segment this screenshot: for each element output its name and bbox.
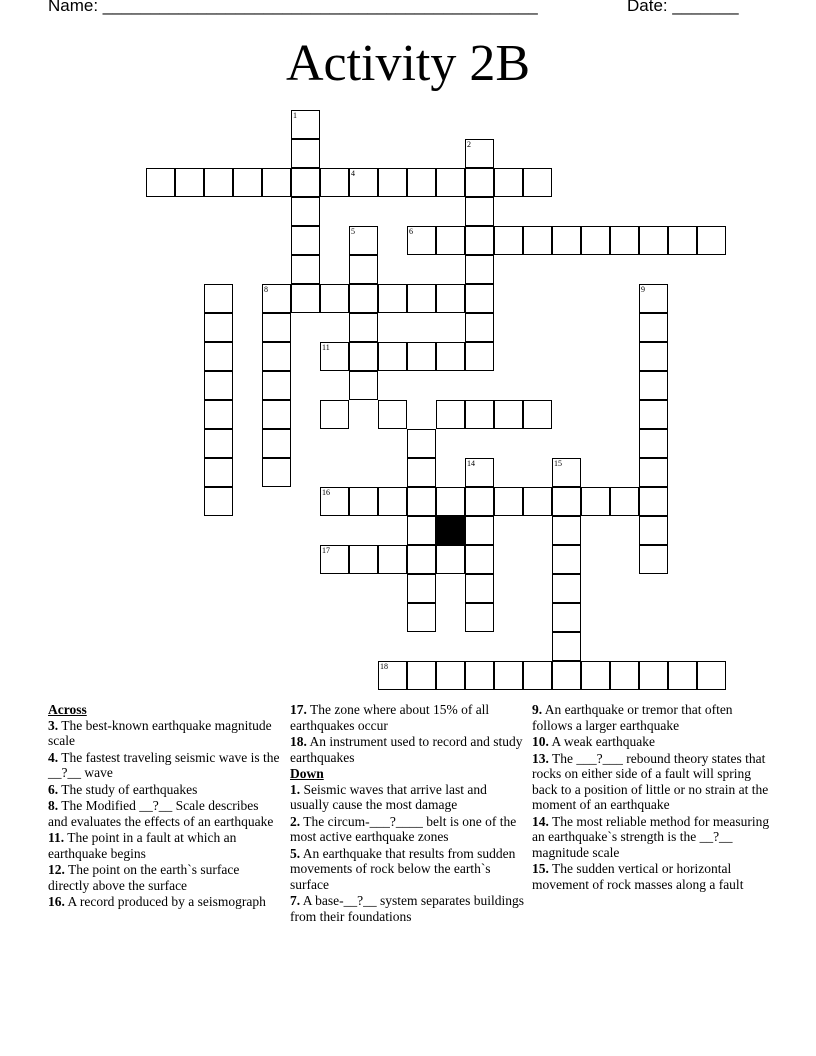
clue-number: 15. [532,861,549,876]
crossword-cell[interactable] [610,487,639,516]
crossword-cell[interactable] [639,429,668,458]
crossword-cell[interactable] [436,545,465,574]
down-clue-list [290,782,526,925]
crossword-cell[interactable] [320,168,349,197]
crossword-cell[interactable] [407,342,436,371]
crossword-cell[interactable] [407,487,436,516]
crossword-cell[interactable] [494,487,523,516]
crossword-cell[interactable] [552,603,581,632]
crossword-cell[interactable] [407,661,436,690]
clue-number: 14. [532,813,549,829]
clues-column-2 [290,702,526,925]
clue-number: 15 [554,459,562,468]
clue-text: An instrument used to record and study earthquakes [290,734,523,765]
clue-number: 11 [322,343,330,352]
crossword-cell[interactable] [639,661,668,690]
clue-item [532,751,772,813]
date-line: Date: _______ [627,0,739,15]
clue-text: The fastest traveling seismic wave is the __?__ wave [48,749,280,780]
crossword-cell[interactable] [204,429,233,458]
clue-item [290,782,526,813]
clue-number: 16 [322,488,330,497]
crossword-cell[interactable] [407,545,436,574]
clue-number: 2 [467,140,471,149]
clue-text: The circum-___?____ belt is one of the most active earthquake zones [290,813,517,844]
clue-text: The best-known earthquake magnitude scale [48,717,272,748]
crossword-cell[interactable] [465,458,494,487]
crossword-cell[interactable] [378,487,407,516]
clue-number: 18 [380,662,388,671]
crossword-cell[interactable] [639,458,668,487]
crossword-cell[interactable] [378,284,407,313]
crossword-cell[interactable] [494,400,523,429]
crossword-cell[interactable] [465,516,494,545]
crossword-cell[interactable] [291,168,320,197]
clue-number: 1. [290,781,301,797]
clue-number: 8 [264,285,268,294]
crossword-cell[interactable] [262,429,291,458]
crossword-cell[interactable] [523,487,552,516]
crossword-cell[interactable] [233,168,262,197]
clue-number: 5. [290,845,301,861]
clue-number: 5 [351,227,355,236]
crossword-cell[interactable] [465,661,494,690]
clue-item [532,814,772,861]
crossword-cell[interactable] [465,487,494,516]
crossword-cell[interactable] [407,226,436,255]
clue-text: The Modified __?__ Scale describes and evaluates the effects of an earthquake [48,798,274,829]
crossword-cell[interactable] [610,661,639,690]
clue-number: 6. [48,781,59,797]
crossword-cell[interactable] [204,487,233,516]
crossword-cell[interactable] [436,487,465,516]
clue-number: 10. [532,734,549,749]
crossword-cell[interactable] [407,168,436,197]
crossword-cell[interactable] [204,342,233,371]
clue-number: 14 [467,459,475,468]
crossword-cell[interactable] [436,226,465,255]
crossword-cell[interactable] [465,284,494,313]
crossword-cell[interactable] [378,168,407,197]
crossword-cell[interactable] [320,545,349,574]
clue-number: 1 [293,111,297,120]
crossword-cell[interactable] [552,487,581,516]
crossword-cell[interactable] [465,313,494,342]
crossword-cell[interactable] [320,342,349,371]
clue-text: A weak earthquake [548,734,655,749]
crossword-cell[interactable] [436,284,465,313]
clue-item [290,846,526,893]
clue-number: 2. [290,813,301,829]
crossword-cell[interactable] [291,197,320,226]
crossword-cell[interactable] [523,661,552,690]
crossword-cell[interactable] [291,110,320,139]
crossword-cell[interactable] [204,458,233,487]
blocked-cell [436,516,465,545]
clue-text: A base-__?__ system separates buildings from their foundations [290,893,524,924]
crossword-cell[interactable] [494,661,523,690]
crossword-cell[interactable] [639,400,668,429]
clue-text: The most reliable method for measuring an earthquake`s strength is the __?__ magnitude scale [532,813,770,860]
crossword-cell[interactable] [407,603,436,632]
crossword-cell[interactable] [349,313,378,342]
crossword-cell[interactable] [639,284,668,313]
clue-text: The ___?___ rebound theory states that rocks on either side of a fault will spring back to a position of little or no strain at the moment of an earthquake [532,750,769,812]
crossword-cell[interactable] [465,255,494,284]
crossword-cell[interactable] [494,226,523,255]
crossword-cell[interactable] [349,226,378,255]
clue-item [48,894,280,910]
clue-text: The study of earthquakes [58,781,198,797]
crossword-cell[interactable] [639,545,668,574]
across-clue-list [48,718,280,910]
crossword-cell[interactable] [639,371,668,400]
clue-number: 18. [290,734,307,749]
clue-text: The point in a fault at which an earthquake begins [48,830,237,861]
clue-number: 4. [48,749,59,765]
crossword-cell[interactable] [465,197,494,226]
crossword-cell[interactable] [262,284,291,313]
clue-item [290,702,526,733]
crossword-cell[interactable] [407,429,436,458]
crossword-cell[interactable] [349,342,378,371]
crossword-cell[interactable] [407,458,436,487]
crossword-cell[interactable] [436,168,465,197]
clue-text: Seismic waves that arrive last and usually cause the most damage [290,781,487,812]
clue-number: 9. [532,702,543,717]
clue-item [290,893,526,924]
clue-text: The point on the earth`s surface directly above the surface [48,862,240,893]
crossword-cell[interactable] [436,342,465,371]
crossword-cell[interactable] [262,168,291,197]
crossword-cell[interactable] [204,313,233,342]
crossword-cell[interactable] [262,458,291,487]
crossword-cell[interactable] [291,284,320,313]
clue-text: A record produced by a seismograph [64,894,266,909]
crossword-cell[interactable] [639,516,668,545]
crossword-cell[interactable] [262,400,291,429]
crossword-cell[interactable] [320,284,349,313]
crossword-cell[interactable] [262,371,291,400]
crossword-cell[interactable] [465,545,494,574]
clue-item [48,782,280,798]
crossword-cell[interactable] [668,661,697,690]
crossword-cell[interactable] [204,168,233,197]
crossword-cell[interactable] [378,400,407,429]
crossword-cell[interactable] [204,284,233,313]
crossword-cell[interactable] [523,226,552,255]
crossword-cell[interactable] [349,487,378,516]
crossword-cell[interactable] [552,226,581,255]
clue-number: 16. [48,894,65,909]
clue-item [48,750,280,781]
clue-number: 9 [641,285,645,294]
clue-number: 8. [48,798,59,813]
crossword-cell[interactable] [465,226,494,255]
crossword-cell[interactable] [668,226,697,255]
crossword-cell[interactable] [697,226,726,255]
crossword-cell[interactable] [291,139,320,168]
clues-column-1 [48,702,280,911]
crossword-cell[interactable] [262,342,291,371]
crossword-cell[interactable] [552,516,581,545]
crossword-cell[interactable] [494,168,523,197]
crossword-cell[interactable] [291,255,320,284]
crossword-cell[interactable] [552,632,581,661]
crossword-cell[interactable] [320,400,349,429]
crossword-cell[interactable] [378,545,407,574]
crossword-cell[interactable] [349,371,378,400]
crossword-cell[interactable] [465,574,494,603]
clue-number: 11. [48,830,65,845]
clue-text: An earthquake that results from sudden movements of rock below the earth`s surface [290,845,516,892]
crossword-cell[interactable] [204,371,233,400]
crossword-cell[interactable] [407,516,436,545]
crossword-cell[interactable] [407,574,436,603]
clue-text: An earthquake or tremor that often follows a larger earthquake [532,702,733,733]
crossword-cell[interactable] [552,545,581,574]
page-title: Activity 2B [285,35,531,92]
crossword-cell[interactable] [639,226,668,255]
clue-item [290,814,526,845]
across-heading: Across [48,702,87,717]
crossword-cell[interactable] [465,342,494,371]
crossword-cell[interactable] [146,168,175,197]
crossword-cell[interactable] [204,400,233,429]
crossword-cell[interactable] [407,284,436,313]
clue-item [290,734,526,765]
crossword-cell[interactable] [349,255,378,284]
crossword-cell[interactable] [552,458,581,487]
crossword-cell[interactable] [349,284,378,313]
crossword-cell[interactable] [581,487,610,516]
clue-item [48,718,280,749]
crossword-cell[interactable] [349,168,378,197]
crossword-cell[interactable] [581,661,610,690]
clue-number: 17. [290,702,307,717]
clues-column-3 [532,702,772,893]
across-clue-list-continued [290,702,526,765]
clue-text: The sudden vertical or horizontal movement of rock masses along a fault [532,861,744,892]
crossword-cell[interactable] [639,342,668,371]
clue-item [48,830,280,861]
down-heading: Down [290,766,324,781]
crossword-cell[interactable] [378,661,407,690]
crossword-cell[interactable] [436,400,465,429]
crossword-cell[interactable] [349,545,378,574]
clue-item [532,734,772,750]
clue-item [48,798,280,829]
clue-number: 7. [290,893,301,908]
crossword-cell[interactable] [639,487,668,516]
clue-number: 17 [322,546,330,555]
crossword-cell[interactable] [552,661,581,690]
clue-item [532,861,772,892]
crossword-cell[interactable] [291,226,320,255]
clue-number: 4 [351,169,355,178]
crossword-cell[interactable] [436,661,465,690]
clue-number: 12. [48,862,65,877]
clue-number: 13. [532,750,549,766]
crossword-cell[interactable] [552,574,581,603]
clue-number: 6 [409,227,413,236]
crossword-cell[interactable] [639,313,668,342]
crossword-cell[interactable] [610,226,639,255]
name-line: Name: ______________________________________________ [48,0,538,15]
crossword-cell[interactable] [523,168,552,197]
crossword-cell[interactable] [320,487,349,516]
down-clue-list-continued [532,702,772,892]
crossword-cell[interactable] [175,168,204,197]
crossword-cell[interactable] [262,313,291,342]
clue-number: 3. [48,717,59,733]
crossword-cell[interactable] [465,168,494,197]
crossword-cell[interactable] [465,400,494,429]
crossword-cell[interactable] [523,400,552,429]
crossword-cell[interactable] [581,226,610,255]
clue-item [532,702,772,733]
crossword-cell[interactable] [465,603,494,632]
crossword-cell[interactable] [465,139,494,168]
crossword-cell[interactable] [378,342,407,371]
clue-text: The zone where about 15% of all earthquakes occur [290,702,490,733]
clue-item [48,862,280,893]
crossword-cell[interactable] [697,661,726,690]
